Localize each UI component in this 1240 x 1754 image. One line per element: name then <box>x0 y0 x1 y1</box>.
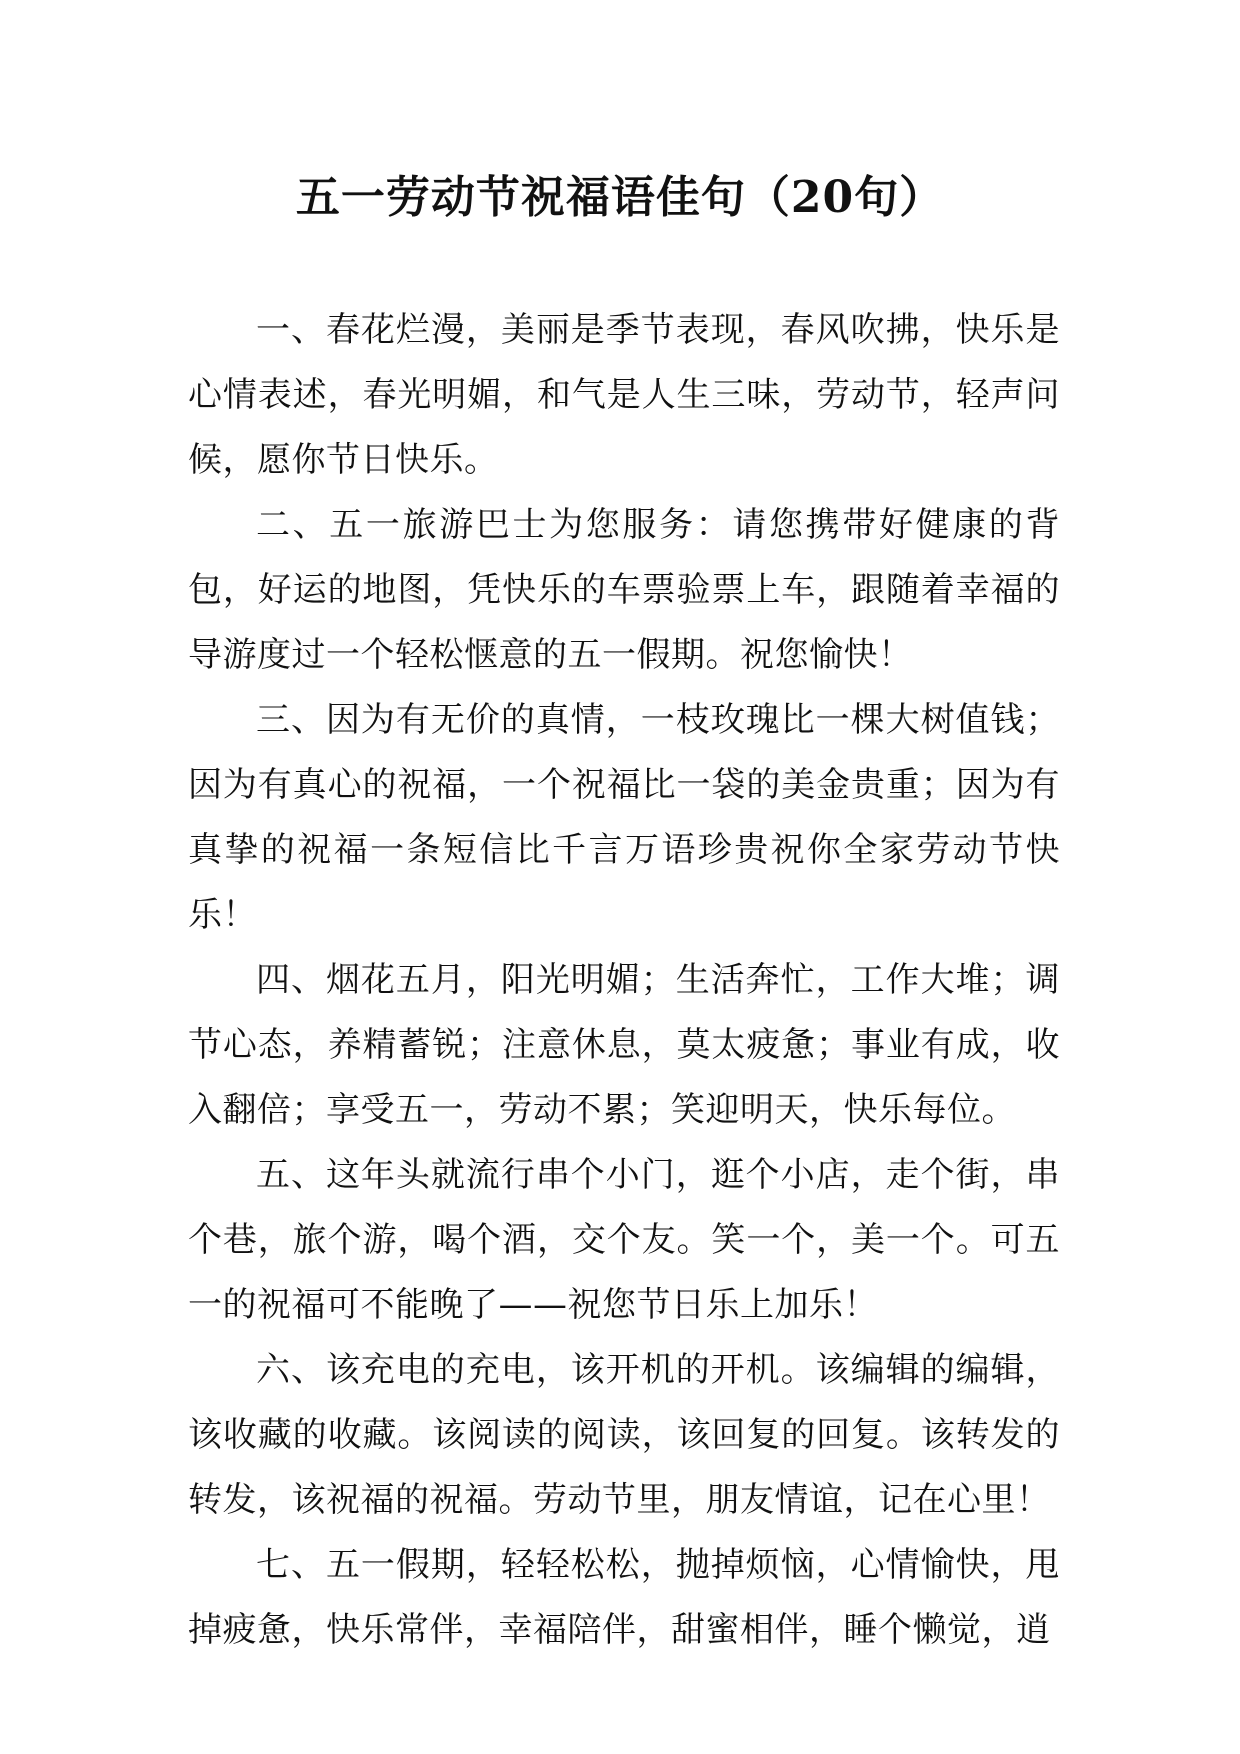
paragraph-4: 四、烟花五月，阳光明媚；生活奔忙，工作大堆；调节心态，养精蓄锐；注意休息，莫太疲惫；事业有成，收入翻倍；享受五一，劳动不累；笑迎明天，快乐每位。 <box>188 960 1060 1130</box>
paragraph-1: 一、春花烂漫，美丽是季节表现，春风吹拂，快乐是心情表述，春光明媚，和气是人生三味，劳动节，轻声问候，愿你节日快乐。 <box>188 310 1060 480</box>
document-body <box>188 298 1060 1663</box>
paragraph-2: 二、五一旅游巴士为您服务：请您携带好健康的背包，好运的地图，凭快乐的车票验票上车，跟随着幸福的导游度过一个轻松惬意的五一假期。祝您愉快！ <box>188 505 1060 675</box>
paragraph-6: 六、该充电的充电，该开机的开机。该编辑的编辑，该收藏的收藏。该阅读的阅读，该回复的回复。该转发的转发，该祝福的祝福。劳动节里，朋友情谊，记在心里！ <box>188 1350 1060 1520</box>
paragraph-5: 五、这年头就流行串个小门，逛个小店，走个街，串个巷，旅个游，喝个酒，交个友。笑一个，美一个。可五一的祝福可不能晚了——祝您节日乐上加乐！ <box>188 1155 1060 1325</box>
paragraph-3: 三、因为有无价的真情，一枝玫瑰比一棵大树值钱；因为有真心的祝福，一个祝福比一袋的美金贵重；因为有真挚的祝福一条短信比千言万语珍贵祝你全家劳动节快乐！ <box>188 700 1060 935</box>
paragraph-7: 七、五一假期，轻轻松松，抛掉烦恼，心情愉快，甩掉疲惫，快乐常伴，幸福陪伴，甜蜜相伴，睡个懒觉，逍 <box>188 1545 1060 1650</box>
document-title: 五一劳动节祝福语佳句（20句） <box>295 172 945 223</box>
